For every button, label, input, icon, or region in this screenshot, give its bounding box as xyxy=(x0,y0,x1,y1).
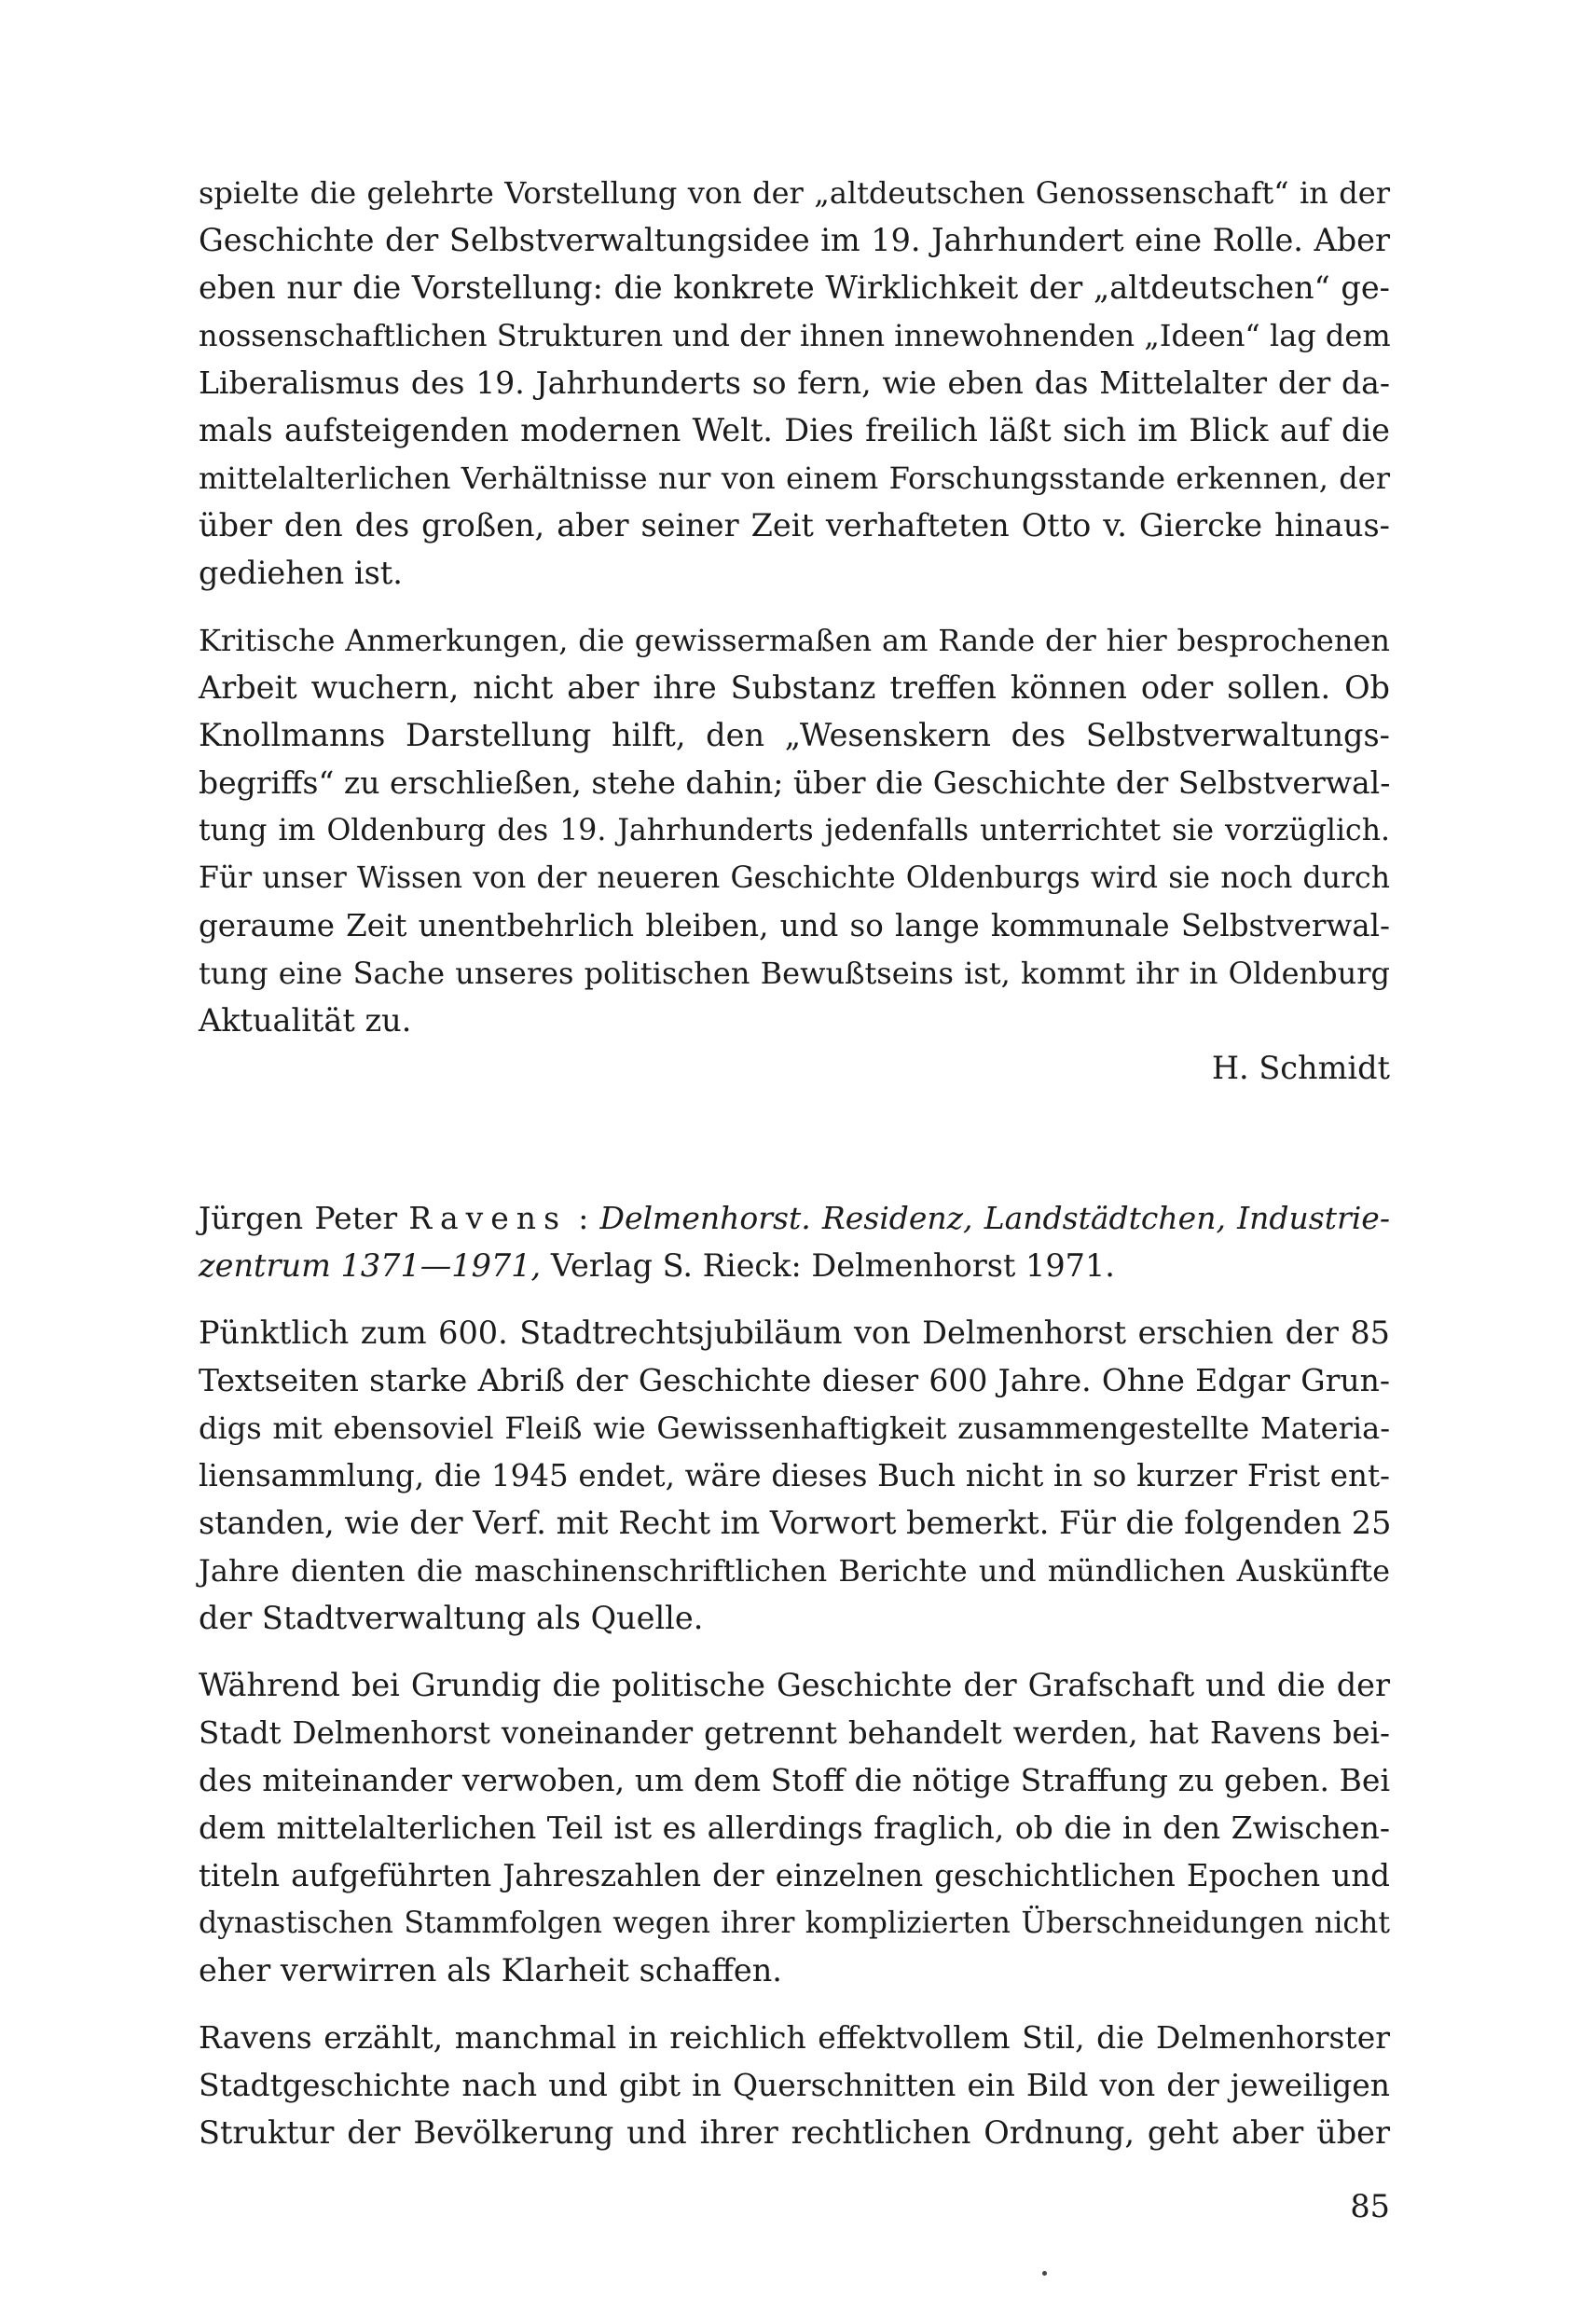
bibliographic-line xyxy=(199,1242,1390,1290)
book-title: Delmenhorst. Residenz, Landstädtchen, Industrie- xyxy=(599,1200,1390,1236)
text-line: Geschichte der Selbstverwaltungsidee im 19. Jahrhundert eine Rolle. Aber xyxy=(199,222,1390,258)
author-separator: : xyxy=(578,1200,589,1236)
reviewer-signature: H. Schmidt xyxy=(1211,1050,1390,1086)
text-line: Aktualität zu. xyxy=(199,1002,412,1039)
text-line: Pünktlich zum 600. Stadtrechtsjubiläum von Delmenhorst erschien der 85 xyxy=(199,1314,1390,1351)
text-line: des miteinander verwoben, um dem Stoff die nötige Straffung zu geben. Bei xyxy=(199,1762,1390,1798)
text-line: mals aufsteigenden modernen Welt. Dies freilich läßt sich im Blick auf die xyxy=(199,412,1390,448)
page-number: 85 xyxy=(1350,2188,1390,2224)
text-line: Struktur der Bevölkerung und ihrer rechtlichen Ordnung, geht aber über xyxy=(199,2114,1390,2151)
text-line: Stadtgeschichte nach und gibt in Querschnitten ein Bild von der jeweiligen xyxy=(199,2067,1390,2103)
text-line: Arbeit wuchern, nicht aber ihre Substanz treffen können oder sollen. Ob xyxy=(199,669,1390,706)
text-line: standen, wie der Verf. mit Recht im Vorwort bemerkt. Für die folgenden 25 xyxy=(199,1505,1392,1541)
text-line: Für unser Wissen von der neueren Geschichte Oldenburgs wird sie noch durch xyxy=(199,861,1390,895)
text-line: dem mittelalterlichen Teil ist es allerdings fraglich, ob die in den Zwischen- xyxy=(199,1810,1390,1846)
text-line: Stadt Delmenhorst voneinander getrennt behandelt werden, hat Ravens bei- xyxy=(199,1715,1390,1751)
text-line: über den des großen, aber seiner Zeit verhafteten Otto v. Giercke hinaus- xyxy=(199,507,1390,544)
text-line: gediehen ist. xyxy=(199,555,403,591)
text-line: Jahre dienten die maschinenschriftlichen Berichte und mündlichen Auskünfte xyxy=(199,1553,1390,1589)
text-line: Ravens erzählt, manchmal in reichlich effektvollem Stil, die Delmenhorster xyxy=(199,2019,1390,2056)
text-line: Während bei Grundig die politische Geschichte der Grafschaft und die der xyxy=(199,1667,1390,1703)
author-given-name: Jürgen Peter xyxy=(199,1200,398,1236)
text-line: tung eine Sache unseres politischen Bewußtseins ist, kommt ihr in Oldenburg xyxy=(199,956,1390,991)
text-line: geraume Zeit unentbehrlich bleiben, und so lange kommunale Selbstverwal- xyxy=(199,908,1390,943)
text-line: dynastischen Stammfolgen wegen ihrer komplizierten Überschneidungen nicht xyxy=(199,1906,1390,1940)
text-line: digs mit ebensoviel Fleiß wie Gewissenhaftigkeit zusammengestellte Materia- xyxy=(199,1411,1390,1446)
text-line: tung im Oldenburg des 19. Jahrhunderts jedenfalls unterrichtet sie vorzüglich. xyxy=(199,814,1390,847)
scan-speck xyxy=(1042,2271,1047,2276)
text-line: eher verwirren als Klarheit schaffen. xyxy=(199,1952,782,1989)
bibliographic-line xyxy=(199,1194,1390,1243)
text-line: begriffs“ zu erschließen, stehe dahin; über die Geschichte der Selbstverwal- xyxy=(199,764,1391,801)
publisher-info: Verlag S. Rieck: Delmenhorst 1971. xyxy=(550,1247,1115,1284)
author-surname: Ravens xyxy=(408,1200,567,1236)
text-line: Knollmanns Darstellung hilft, den „Wesenskern des Selbstverwaltungs- xyxy=(199,717,1390,753)
text-line: nossenschaftlichen Strukturen und der ihnen innewohnenden „Ideen“ lag dem xyxy=(199,318,1391,353)
text-line: mittelalterlichen Verhältnisse nur von einem Forschungsstande erkennen, der xyxy=(199,461,1390,496)
text-line: Kritische Anmerkungen, die gewissermaßen am Rande der hier besprochenen xyxy=(199,623,1390,658)
text-line: Textseiten starke Abriß der Geschichte dieser 600 Jahre. Ohne Edgar Grun- xyxy=(199,1362,1390,1398)
text-line: spielte die gelehrte Vorstellung von der „altdeutschen Genossenschaft“ in der xyxy=(199,175,1390,211)
text-line: Liberalismus des 19. Jahrhunderts so fern, wie eben das Mittelalter der da- xyxy=(199,365,1390,401)
book-title-continued: zentrum 1371—1971, xyxy=(199,1247,542,1284)
text-line: eben nur die Vorstellung: die konkrete Wirklichkeit der „altdeutschen“ ge- xyxy=(199,269,1390,306)
text-line: titeln aufgeführten Jahreszahlen der einzelnen geschichtlichen Epochen und xyxy=(199,1858,1390,1893)
text-line: liensammlung, die 1945 endet, wäre dieses Buch nicht in so kurzer Frist ent- xyxy=(199,1458,1390,1493)
text-line: der Stadtverwaltung als Quelle. xyxy=(199,1600,704,1636)
